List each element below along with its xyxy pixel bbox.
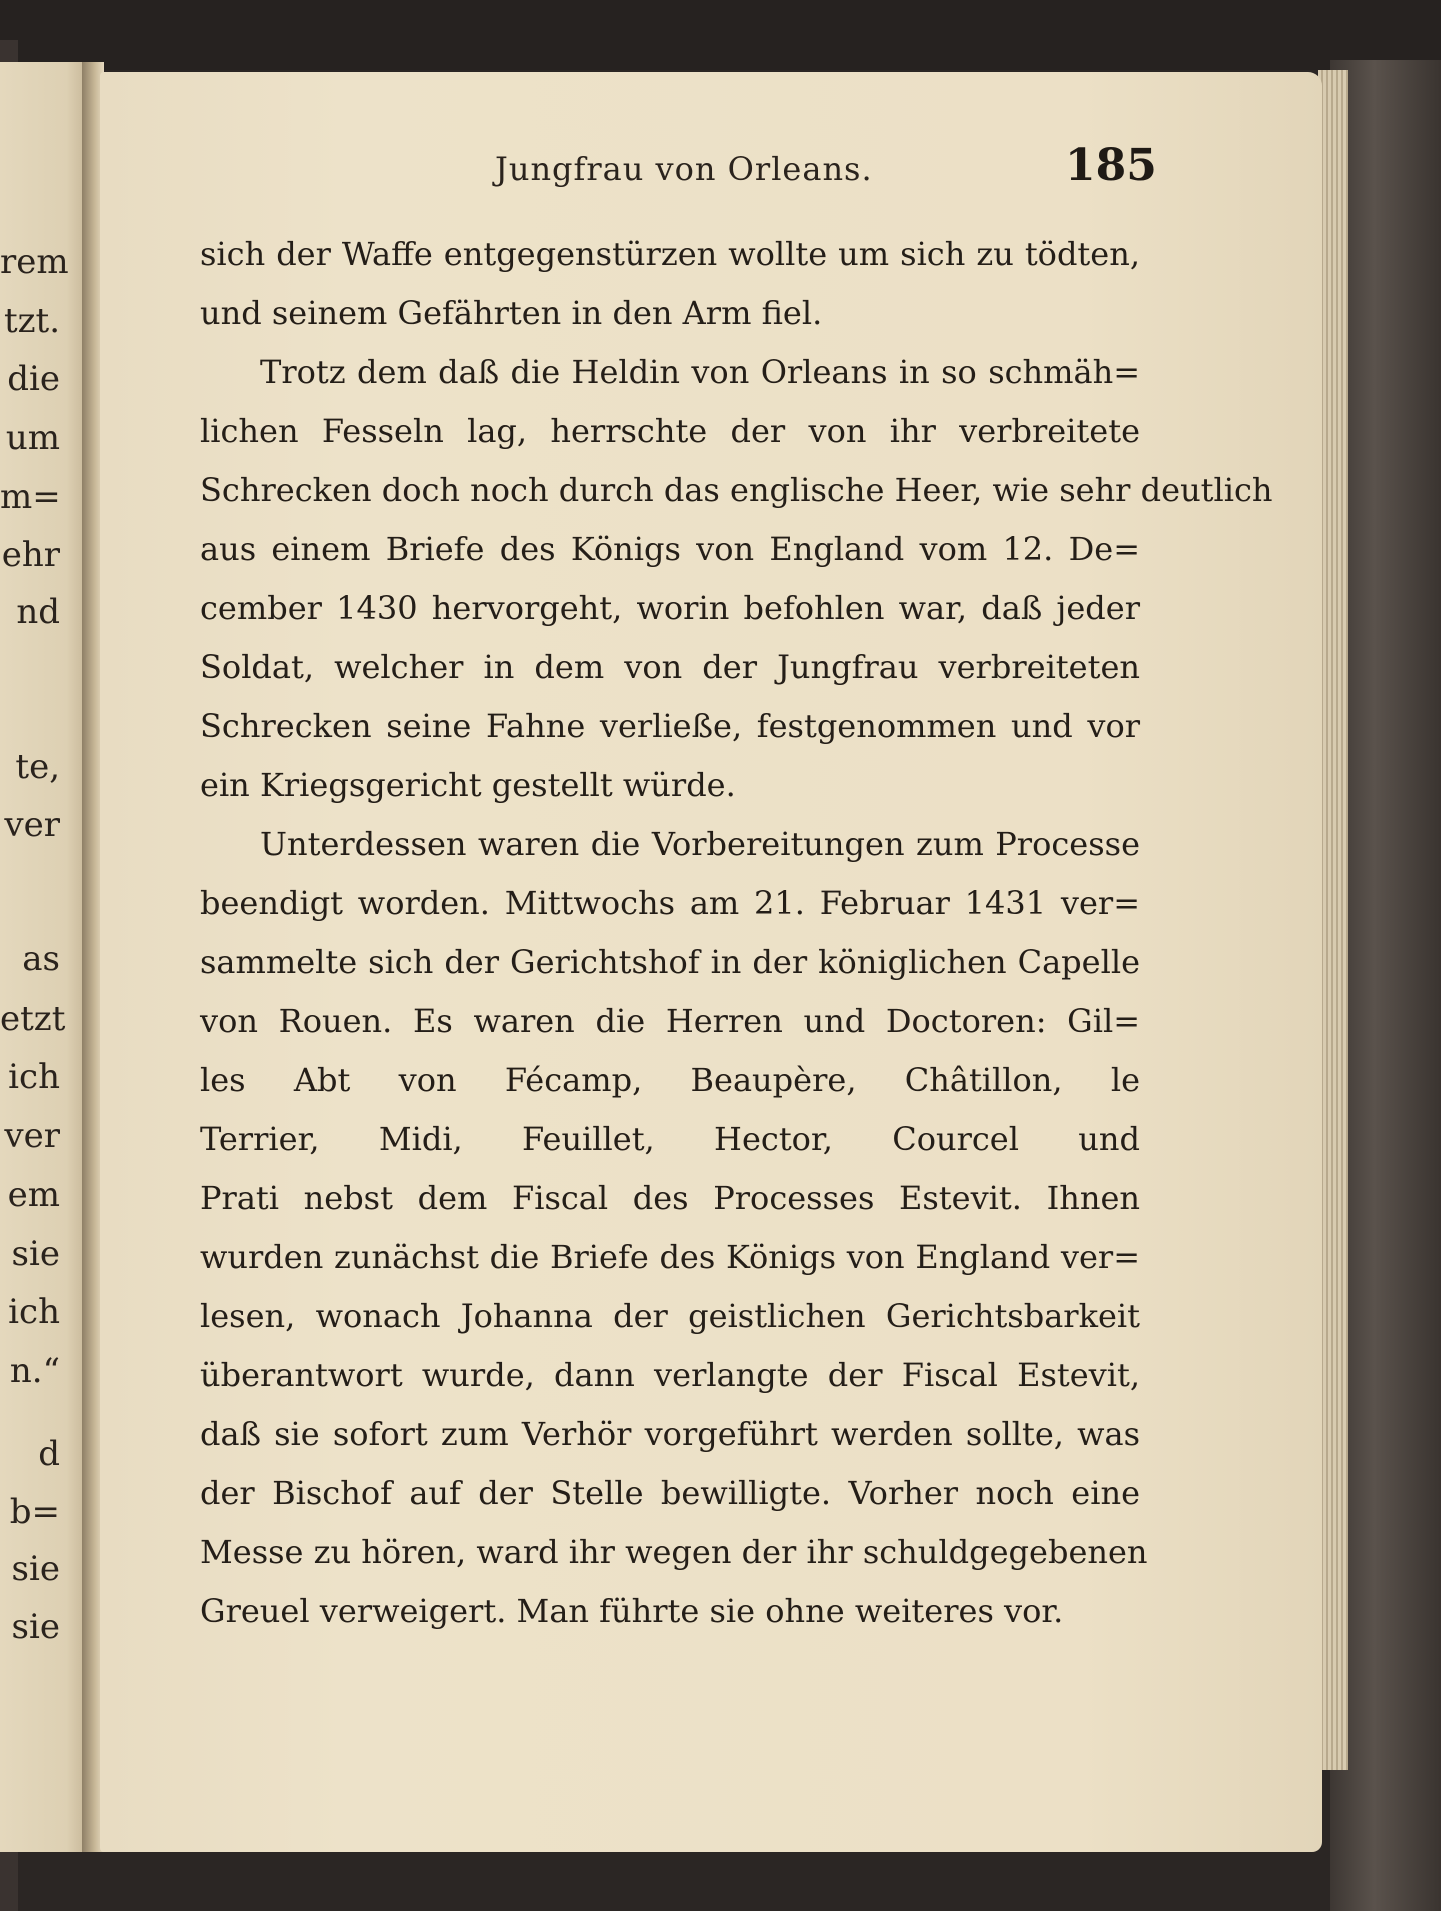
text-line: ein Kriegsgericht gestellt würde. <box>200 766 736 804</box>
left-fragment: d <box>38 1434 60 1474</box>
left-fragment: ehr <box>1 535 60 575</box>
text-line: Schrecken doch noch durch das englische Heer, wie sehr deutlich <box>200 471 1273 509</box>
left-fragment: ich <box>8 1292 60 1332</box>
text-line: lesen, wonach Johanna der geistlichen Gerichtsbarkeit <box>200 1297 1140 1335</box>
text-line: Unterdessen waren die Vorbereitungen zum Processe <box>260 825 1140 863</box>
text-line: überantwort wurde, dann verlangte der Fiscal Estevit, <box>200 1356 1140 1394</box>
left-fragment: etzt <box>0 999 66 1039</box>
left-fragment: sie <box>11 1549 60 1589</box>
page-header <box>100 140 1322 200</box>
running-title: Jungfrau von Orleans. <box>495 150 873 188</box>
text-line: beendigt worden. Mittwochs am 21. Februar 1431 ver= <box>200 884 1140 922</box>
text-line: daß sie sofort zum Verhör vorgeführt werden sollte, was <box>200 1415 1140 1453</box>
page-number: 185 <box>1065 140 1157 191</box>
text-line: Terrier, Midi, Feuillet, Hector, Courcel und <box>200 1120 1140 1158</box>
body-text <box>200 225 1273 1641</box>
left-fragment: nd <box>16 592 60 632</box>
left-fragment: tzt. <box>3 301 60 341</box>
text-line: cember 1430 hervorgeht, worin befohlen war, daß jeder <box>200 589 1140 627</box>
text-line: Prati nebst dem Fiscal des Processes Estevit. Ihnen <box>200 1179 1140 1217</box>
left-fragment: b= <box>9 1492 60 1532</box>
left-fragment: as <box>22 939 60 979</box>
text-line: Soldat, welcher in dem von der Jungfrau verbreiteten <box>200 648 1140 686</box>
text-line: les Abt von Fécamp, Beaupère, Châtillon, le <box>200 1061 1140 1099</box>
text-line: aus einem Briefe des Königs von England vom 12. De= <box>200 530 1140 568</box>
text-line: von Rouen. Es waren die Herren und Doctoren: Gil= <box>200 1002 1140 1040</box>
text-line: lichen Fesseln lag, herrschte der von ihr verbreitete <box>200 412 1140 450</box>
left-fragment: ich <box>8 1057 60 1097</box>
text-line: Schrecken seine Fahne verließe, festgenommen und vor <box>200 707 1140 745</box>
facing-page-left <box>0 62 95 1852</box>
left-fragment: ver <box>4 805 60 845</box>
left-fragment: m= <box>0 477 61 517</box>
left-fragment: em <box>7 1175 60 1215</box>
left-fragment: um <box>5 418 60 458</box>
page-stack-edge <box>1318 70 1348 1770</box>
text-line: sich der Waffe entgegenstürzen wollte um sich zu tödten, <box>200 235 1140 273</box>
text-line: Trotz dem daß die Heldin von Orleans in so schmäh= <box>260 353 1140 391</box>
text-line: und seinem Gefährten in den Arm fiel. <box>200 294 823 332</box>
left-fragment: ver <box>4 1116 60 1156</box>
left-fragment: sie <box>11 1607 60 1647</box>
text-line: wurden zunächst die Briefe des Königs von England ver= <box>200 1238 1140 1276</box>
left-fragment: te, <box>15 747 60 787</box>
left-fragment: rem <box>0 242 69 282</box>
left-fragment: n.“ <box>9 1351 60 1391</box>
book-cover-top <box>0 0 1441 70</box>
text-line: sammelte sich der Gerichtshof in der königlichen Capelle <box>200 943 1140 981</box>
left-fragment: die <box>7 359 60 399</box>
text-line: der Bischof auf der Stelle bewilligte. Vorher noch eine <box>200 1474 1140 1512</box>
left-fragment: sie <box>11 1234 60 1274</box>
text-line: Messe zu hören, ward ihr wegen der ihr schuldgegebenen <box>200 1533 1148 1571</box>
text-line: Greuel verweigert. Man führte sie ohne weiteres vor. <box>200 1592 1064 1630</box>
